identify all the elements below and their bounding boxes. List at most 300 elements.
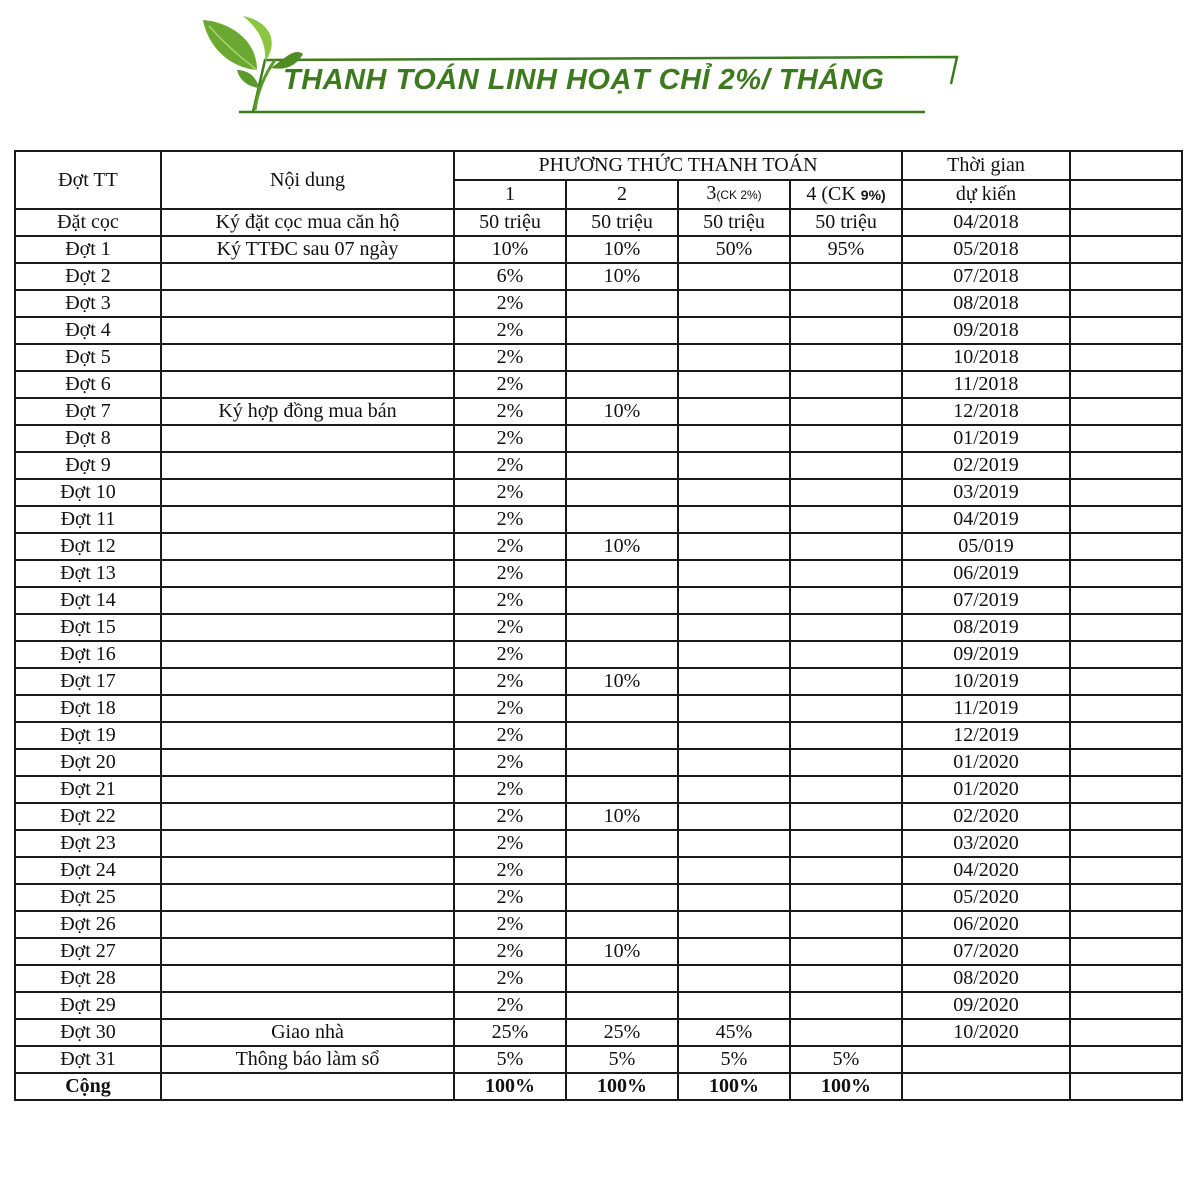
blank-cell xyxy=(1070,533,1182,560)
dot-cell: Đợt 11 xyxy=(15,506,161,533)
header-method-4-main: 4 (CK xyxy=(806,182,861,205)
method-1-cell: 50 triệu xyxy=(454,209,566,236)
dot-cell: Đợt 20 xyxy=(15,749,161,776)
method-2-cell xyxy=(566,614,678,641)
method-3-cell xyxy=(678,695,790,722)
method-1-cell: 2% xyxy=(454,560,566,587)
method-4-cell xyxy=(790,938,902,965)
header-method-1: 1 xyxy=(454,180,566,209)
blank-cell xyxy=(1070,965,1182,992)
blank-cell xyxy=(1070,803,1182,830)
method-1-cell: 2% xyxy=(454,884,566,911)
time-cell: 04/2019 xyxy=(902,506,1070,533)
method-2-cell xyxy=(566,290,678,317)
time-cell: 08/2019 xyxy=(902,614,1070,641)
method-3-cell xyxy=(678,290,790,317)
method-4-cell xyxy=(790,317,902,344)
total-row xyxy=(15,1073,1182,1100)
dot-cell: Đợt 30 xyxy=(15,1019,161,1046)
method-1-cell: 2% xyxy=(454,641,566,668)
method-1-cell: 2% xyxy=(454,695,566,722)
method-1-cell: 2% xyxy=(454,506,566,533)
total-method-3-cell: 100% xyxy=(678,1073,790,1100)
method-3-cell xyxy=(678,938,790,965)
method-1-cell: 2% xyxy=(454,317,566,344)
time-cell: 07/2020 xyxy=(902,938,1070,965)
total-method-4-cell: 100% xyxy=(790,1073,902,1100)
time-cell: 11/2019 xyxy=(902,695,1070,722)
content-cell xyxy=(161,641,454,668)
method-4-cell xyxy=(790,965,902,992)
blank-cell xyxy=(1070,398,1182,425)
content-cell xyxy=(161,479,454,506)
dot-cell: Đợt 25 xyxy=(15,884,161,911)
payment-schedule-table xyxy=(14,150,1183,1101)
dot-cell: Đợt 3 xyxy=(15,290,161,317)
method-4-cell xyxy=(790,1019,902,1046)
blank-cell xyxy=(1070,425,1182,452)
method-4-cell xyxy=(790,587,902,614)
table-row xyxy=(15,722,1182,749)
time-cell: 10/2019 xyxy=(902,668,1070,695)
time-cell: 01/2020 xyxy=(902,749,1070,776)
content-cell: Ký đặt cọc mua căn hộ xyxy=(161,209,454,236)
header-time-line2: dự kiến xyxy=(902,180,1070,209)
method-4-cell xyxy=(790,695,902,722)
method-4-cell xyxy=(790,533,902,560)
method-3-cell xyxy=(678,641,790,668)
table-row xyxy=(15,236,1182,263)
header-dot: Đợt TT xyxy=(15,151,161,209)
method-1-cell: 6% xyxy=(454,263,566,290)
content-cell xyxy=(161,803,454,830)
header-method-4-note: 9%) xyxy=(860,186,886,203)
blank-cell xyxy=(1070,263,1182,290)
blank-cell xyxy=(1070,506,1182,533)
method-3-cell xyxy=(678,506,790,533)
content-cell: Ký TTĐC sau 07 ngày xyxy=(161,236,454,263)
method-4-cell xyxy=(790,911,902,938)
method-3-cell: 50 triệu xyxy=(678,209,790,236)
method-4-cell xyxy=(790,830,902,857)
method-4-cell xyxy=(790,506,902,533)
method-3-cell xyxy=(678,425,790,452)
blank-cell xyxy=(1070,317,1182,344)
blank-cell xyxy=(1070,641,1182,668)
dot-cell: Đợt 21 xyxy=(15,776,161,803)
dot-cell: Đợt 19 xyxy=(15,722,161,749)
dot-cell: Đợt 24 xyxy=(15,857,161,884)
total-method-2-cell: 100% xyxy=(566,1073,678,1100)
header-method-4 xyxy=(790,180,902,209)
method-1-cell: 2% xyxy=(454,371,566,398)
content-cell xyxy=(161,452,454,479)
table-row xyxy=(15,776,1182,803)
method-1-cell: 2% xyxy=(454,452,566,479)
dot-cell: Đợt 26 xyxy=(15,911,161,938)
blank-cell xyxy=(1070,695,1182,722)
dot-cell: Đợt 13 xyxy=(15,560,161,587)
method-1-cell: 2% xyxy=(454,425,566,452)
method-3-cell: 5% xyxy=(678,1046,790,1073)
time-cell: 09/2020 xyxy=(902,992,1070,1019)
method-3-cell xyxy=(678,830,790,857)
blank-cell xyxy=(1070,776,1182,803)
method-2-cell: 10% xyxy=(566,668,678,695)
content-cell xyxy=(161,533,454,560)
content-cell xyxy=(161,884,454,911)
method-2-cell xyxy=(566,479,678,506)
banner-title: THANH TOÁN LINH HOẠT CHỈ 2%/ THÁNG xyxy=(283,64,885,96)
dot-cell: Đợt 23 xyxy=(15,830,161,857)
method-3-cell xyxy=(678,263,790,290)
method-3-cell xyxy=(678,722,790,749)
method-4-cell xyxy=(790,749,902,776)
time-cell: 04/2018 xyxy=(902,209,1070,236)
blank-cell xyxy=(1070,992,1182,1019)
method-3-cell: 50% xyxy=(678,236,790,263)
method-3-cell xyxy=(678,884,790,911)
time-cell: 02/2019 xyxy=(902,452,1070,479)
method-1-cell: 2% xyxy=(454,938,566,965)
dot-cell: Đợt 8 xyxy=(15,425,161,452)
blank-cell xyxy=(1070,344,1182,371)
dot-cell: Đợt 2 xyxy=(15,263,161,290)
method-2-cell xyxy=(566,749,678,776)
time-cell: 09/2019 xyxy=(902,641,1070,668)
method-3-cell xyxy=(678,857,790,884)
method-2-cell xyxy=(566,560,678,587)
method-3-cell xyxy=(678,560,790,587)
time-cell: 10/2020 xyxy=(902,1019,1070,1046)
time-cell: 09/2018 xyxy=(902,317,1070,344)
time-cell: 10/2018 xyxy=(902,344,1070,371)
method-4-cell xyxy=(790,425,902,452)
time-cell: 04/2020 xyxy=(902,857,1070,884)
content-cell xyxy=(161,857,454,884)
time-cell: 05/2018 xyxy=(902,236,1070,263)
table-row xyxy=(15,695,1182,722)
time-cell: 12/2019 xyxy=(902,722,1070,749)
method-4-cell: 5% xyxy=(790,1046,902,1073)
header-method-3-note: (CK 2%) xyxy=(716,188,762,202)
method-3-cell xyxy=(678,398,790,425)
method-4-cell xyxy=(790,641,902,668)
total-time-cell xyxy=(902,1073,1070,1100)
method-3-cell: 45% xyxy=(678,1019,790,1046)
time-cell: 05/2020 xyxy=(902,884,1070,911)
table-row xyxy=(15,533,1182,560)
dot-cell: Đợt 16 xyxy=(15,641,161,668)
method-2-cell xyxy=(566,506,678,533)
method-2-cell: 10% xyxy=(566,263,678,290)
blank-cell xyxy=(1070,479,1182,506)
table-row xyxy=(15,803,1182,830)
method-2-cell: 10% xyxy=(566,533,678,560)
dot-cell: Đợt 12 xyxy=(15,533,161,560)
method-2-cell xyxy=(566,776,678,803)
content-cell xyxy=(161,695,454,722)
method-4-cell xyxy=(790,668,902,695)
method-3-cell xyxy=(678,344,790,371)
table-row xyxy=(15,317,1182,344)
header-blank xyxy=(1070,180,1182,209)
blank-cell xyxy=(1070,290,1182,317)
dot-cell: Đợt 4 xyxy=(15,317,161,344)
table-row xyxy=(15,506,1182,533)
header-methods: PHƯƠNG THỨC THANH TOÁN xyxy=(454,151,902,180)
method-2-cell xyxy=(566,587,678,614)
method-3-cell xyxy=(678,803,790,830)
time-cell: 11/2018 xyxy=(902,371,1070,398)
method-1-cell: 2% xyxy=(454,614,566,641)
header-blank xyxy=(1070,151,1182,180)
time-cell: 03/2020 xyxy=(902,830,1070,857)
table-row xyxy=(15,1019,1182,1046)
total-dot-cell: Cộng xyxy=(15,1073,161,1100)
dot-cell: Đợt 1 xyxy=(15,236,161,263)
blank-cell xyxy=(1070,857,1182,884)
method-2-cell xyxy=(566,722,678,749)
table-row xyxy=(15,857,1182,884)
method-1-cell: 2% xyxy=(454,344,566,371)
method-3-cell xyxy=(678,965,790,992)
method-3-cell xyxy=(678,479,790,506)
table-row xyxy=(15,290,1182,317)
table-row xyxy=(15,560,1182,587)
table-row xyxy=(15,830,1182,857)
table-row xyxy=(15,479,1182,506)
blank-cell xyxy=(1070,1073,1182,1100)
content-cell xyxy=(161,668,454,695)
method-2-cell: 10% xyxy=(566,938,678,965)
dot-cell: Đợt 9 xyxy=(15,452,161,479)
content-cell xyxy=(161,722,454,749)
header-method-2: 2 xyxy=(566,180,678,209)
blank-cell xyxy=(1070,452,1182,479)
table-row xyxy=(15,992,1182,1019)
method-2-cell: 10% xyxy=(566,803,678,830)
time-cell: 06/2020 xyxy=(902,911,1070,938)
method-3-cell xyxy=(678,587,790,614)
method-2-cell xyxy=(566,911,678,938)
time-cell: 05/019 xyxy=(902,533,1070,560)
method-4-cell xyxy=(790,857,902,884)
table-row xyxy=(15,398,1182,425)
table-row xyxy=(15,1046,1182,1073)
dot-cell: Đợt 22 xyxy=(15,803,161,830)
method-4-cell xyxy=(790,776,902,803)
content-cell xyxy=(161,290,454,317)
time-cell: 03/2019 xyxy=(902,479,1070,506)
method-2-cell xyxy=(566,830,678,857)
table-row xyxy=(15,587,1182,614)
method-4-cell xyxy=(790,344,902,371)
content-cell xyxy=(161,911,454,938)
blank-cell xyxy=(1070,722,1182,749)
dot-cell: Đợt 18 xyxy=(15,695,161,722)
method-2-cell xyxy=(566,857,678,884)
table-row xyxy=(15,884,1182,911)
content-cell: Ký hợp đồng mua bán xyxy=(161,398,454,425)
method-2-cell xyxy=(566,884,678,911)
method-4-cell xyxy=(790,398,902,425)
method-4-cell: 95% xyxy=(790,236,902,263)
time-cell: 01/2020 xyxy=(902,776,1070,803)
table-row xyxy=(15,965,1182,992)
blank-cell xyxy=(1070,749,1182,776)
method-1-cell: 2% xyxy=(454,533,566,560)
method-2-cell xyxy=(566,695,678,722)
method-1-cell: 2% xyxy=(454,668,566,695)
method-3-cell xyxy=(678,776,790,803)
method-2-cell xyxy=(566,452,678,479)
blank-cell xyxy=(1070,884,1182,911)
method-2-cell: 50 triệu xyxy=(566,209,678,236)
table-row xyxy=(15,614,1182,641)
table-row xyxy=(15,668,1182,695)
method-2-cell: 10% xyxy=(566,398,678,425)
content-cell xyxy=(161,371,454,398)
table-row xyxy=(15,452,1182,479)
content-cell xyxy=(161,965,454,992)
blank-cell xyxy=(1070,1019,1182,1046)
table-row xyxy=(15,344,1182,371)
table-row xyxy=(15,263,1182,290)
content-cell xyxy=(161,263,454,290)
dot-cell: Đợt 29 xyxy=(15,992,161,1019)
method-4-cell xyxy=(790,452,902,479)
blank-cell xyxy=(1070,938,1182,965)
method-3-cell xyxy=(678,317,790,344)
content-cell xyxy=(161,560,454,587)
method-2-cell: 5% xyxy=(566,1046,678,1073)
content-cell xyxy=(161,317,454,344)
blank-cell xyxy=(1070,1046,1182,1073)
dot-cell: Đợt 10 xyxy=(15,479,161,506)
method-4-cell xyxy=(790,803,902,830)
content-cell xyxy=(161,830,454,857)
blank-cell xyxy=(1070,614,1182,641)
table-row xyxy=(15,749,1182,776)
content-cell xyxy=(161,614,454,641)
method-2-cell xyxy=(566,965,678,992)
dot-cell: Đợt 27 xyxy=(15,938,161,965)
method-3-cell xyxy=(678,749,790,776)
dot-cell: Đợt 6 xyxy=(15,371,161,398)
blank-cell xyxy=(1070,668,1182,695)
table-row xyxy=(15,425,1182,452)
blank-cell xyxy=(1070,371,1182,398)
total-content-cell xyxy=(161,1073,454,1100)
dot-cell: Đặt cọc xyxy=(15,209,161,236)
table-row xyxy=(15,209,1182,236)
dot-cell: Đợt 5 xyxy=(15,344,161,371)
dot-cell: Đợt 17 xyxy=(15,668,161,695)
table-row xyxy=(15,938,1182,965)
time-cell: 07/2018 xyxy=(902,263,1070,290)
method-1-cell: 2% xyxy=(454,830,566,857)
method-4-cell xyxy=(790,371,902,398)
method-1-cell: 2% xyxy=(454,911,566,938)
dot-cell: Đợt 15 xyxy=(15,614,161,641)
method-3-cell xyxy=(678,452,790,479)
method-2-cell xyxy=(566,317,678,344)
method-4-cell xyxy=(790,722,902,749)
content-cell xyxy=(161,506,454,533)
dot-cell: Đợt 28 xyxy=(15,965,161,992)
method-2-cell xyxy=(566,641,678,668)
total-method-1-cell: 100% xyxy=(454,1073,566,1100)
method-2-cell xyxy=(566,992,678,1019)
time-cell: 08/2020 xyxy=(902,965,1070,992)
method-4-cell xyxy=(790,614,902,641)
method-1-cell: 2% xyxy=(454,857,566,884)
method-1-cell: 2% xyxy=(454,776,566,803)
method-2-cell: 10% xyxy=(566,236,678,263)
time-cell: 12/2018 xyxy=(902,398,1070,425)
content-cell: Thông báo làm sổ xyxy=(161,1046,454,1073)
method-3-cell xyxy=(678,992,790,1019)
content-cell xyxy=(161,344,454,371)
method-3-cell xyxy=(678,371,790,398)
method-4-cell xyxy=(790,884,902,911)
method-1-cell: 5% xyxy=(454,1046,566,1073)
content-cell xyxy=(161,776,454,803)
time-cell: 06/2019 xyxy=(902,560,1070,587)
content-cell: Giao nhà xyxy=(161,1019,454,1046)
time-cell: 07/2019 xyxy=(902,587,1070,614)
method-3-cell xyxy=(678,614,790,641)
content-cell xyxy=(161,587,454,614)
method-2-cell: 25% xyxy=(566,1019,678,1046)
method-1-cell: 2% xyxy=(454,803,566,830)
method-3-cell xyxy=(678,911,790,938)
banner xyxy=(195,12,965,122)
method-1-cell: 2% xyxy=(454,992,566,1019)
method-4-cell xyxy=(790,290,902,317)
blank-cell xyxy=(1070,587,1182,614)
content-cell xyxy=(161,425,454,452)
method-2-cell xyxy=(566,425,678,452)
time-cell: 01/2019 xyxy=(902,425,1070,452)
dot-cell: Đợt 7 xyxy=(15,398,161,425)
method-2-cell xyxy=(566,371,678,398)
blank-cell xyxy=(1070,209,1182,236)
method-3-cell xyxy=(678,668,790,695)
method-1-cell: 2% xyxy=(454,479,566,506)
method-1-cell: 2% xyxy=(454,722,566,749)
method-1-cell: 2% xyxy=(454,587,566,614)
header-method-3 xyxy=(678,180,790,209)
header-content: Nội dung xyxy=(161,151,454,209)
dot-cell: Đợt 31 xyxy=(15,1046,161,1073)
table-row xyxy=(15,911,1182,938)
time-cell: 08/2018 xyxy=(902,290,1070,317)
method-1-cell: 2% xyxy=(454,749,566,776)
content-cell xyxy=(161,749,454,776)
header-time-line1: Thời gian xyxy=(902,151,1070,180)
method-4-cell xyxy=(790,992,902,1019)
method-4-cell xyxy=(790,560,902,587)
content-cell xyxy=(161,938,454,965)
method-2-cell xyxy=(566,344,678,371)
table-row xyxy=(15,641,1182,668)
method-1-cell: 2% xyxy=(454,398,566,425)
header-method-3-main: 3 xyxy=(706,182,717,204)
method-4-cell xyxy=(790,479,902,506)
content-cell xyxy=(161,992,454,1019)
